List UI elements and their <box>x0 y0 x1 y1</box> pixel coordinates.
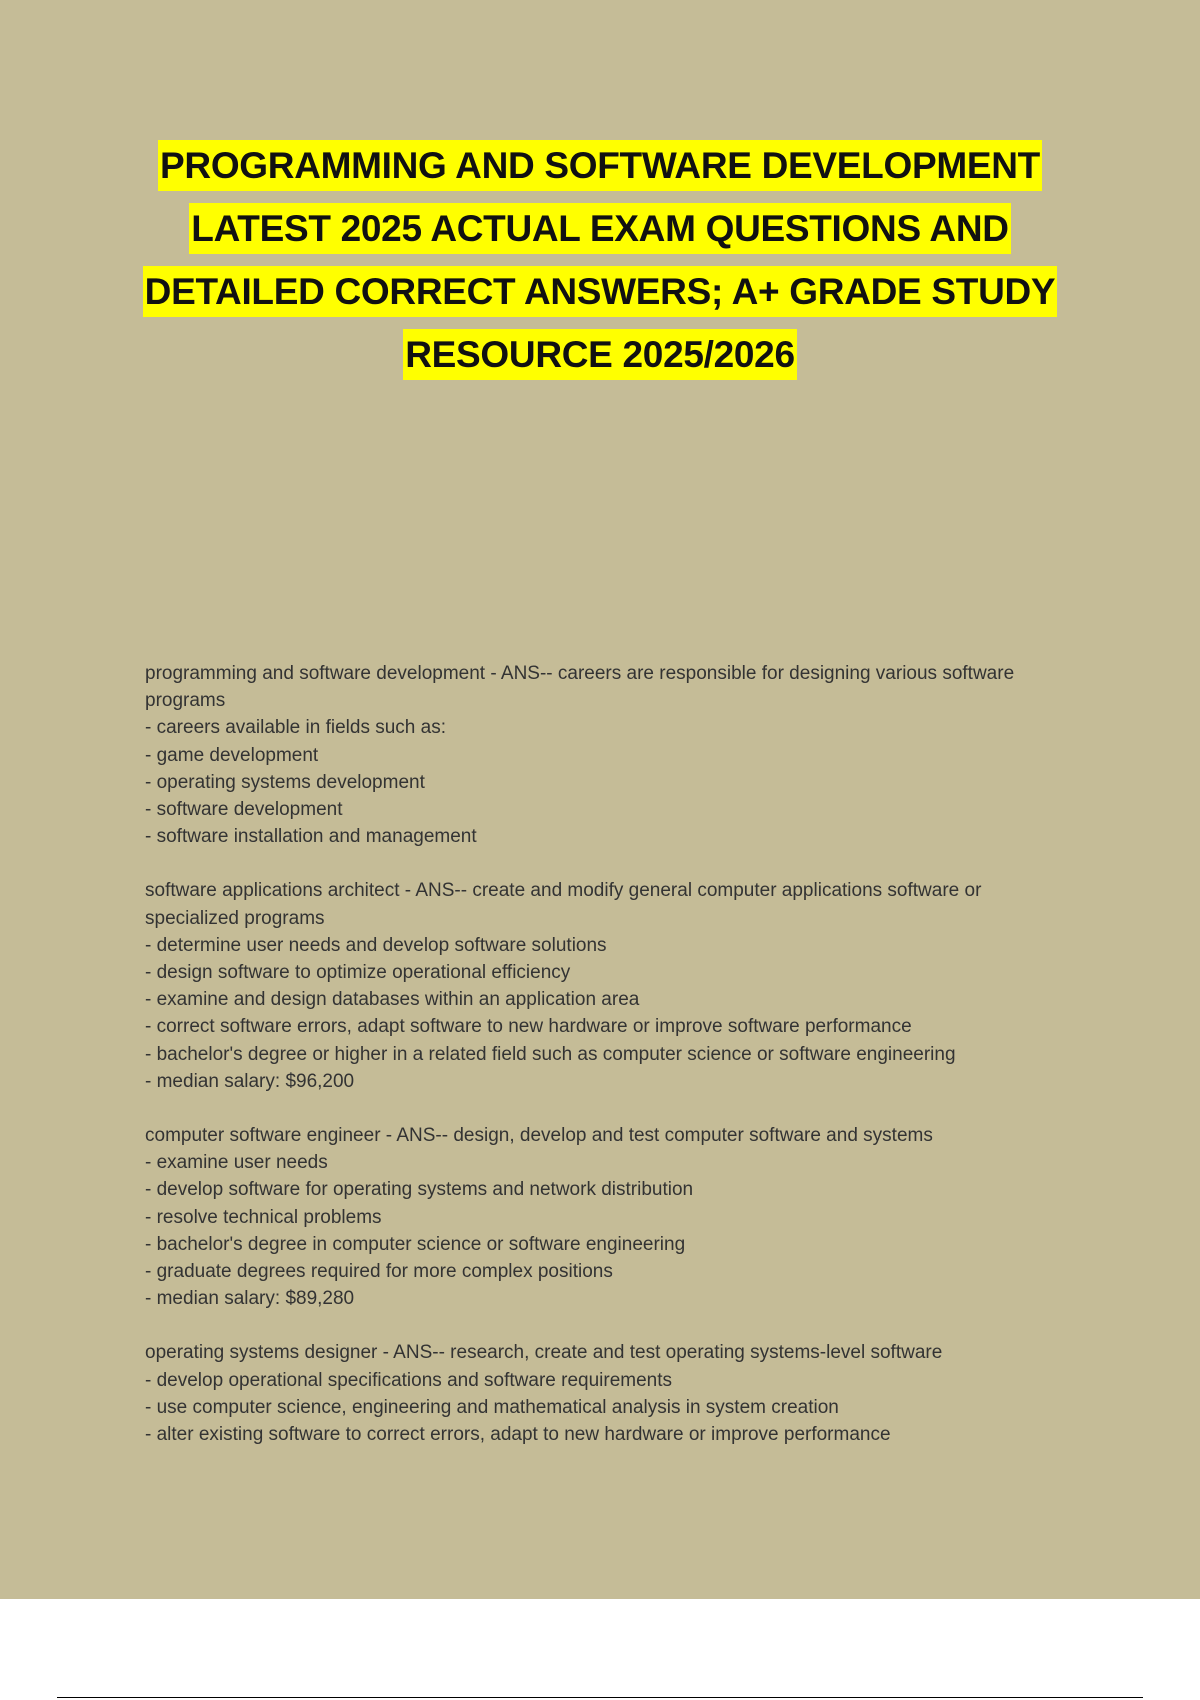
title-line-1: PROGRAMMING AND SOFTWARE DEVELOPMENT <box>158 140 1042 191</box>
entry-term-line: computer software engineer - ANS-- design, develop and test computer software and systems <box>145 1125 933 1147</box>
entry-bullet: - bachelor's degree in computer science or software engineering <box>145 1233 686 1255</box>
entry-bullet: - develop operational specifications and software requirements <box>145 1369 673 1391</box>
entry-bullet: - median salary: $89,280 <box>145 1288 355 1310</box>
entry-bullet: - graduate degrees required for more complex positions <box>145 1261 613 1283</box>
entry-bullet: - correct software errors, adapt software to new hardware or improve software performance <box>145 1016 912 1038</box>
entry-bullet: - operating systems development <box>145 771 425 793</box>
document-body <box>145 660 1095 1475</box>
qa-entry-computer-software-engineer <box>145 1122 1095 1312</box>
entry-bullet: - alter existing software to correct errors, adapt to new hardware or improve performance <box>145 1424 891 1446</box>
entry-bullet: - design software to optimize operational efficiency <box>145 962 571 984</box>
entry-bullet: - game development <box>145 744 319 766</box>
entry-bullet: - software development <box>145 799 343 821</box>
entry-bullet: - examine and design databases within an application area <box>145 989 640 1011</box>
entry-bullet: - resolve technical problems <box>145 1206 382 1228</box>
title-line-2: LATEST 2025 ACTUAL EXAM QUESTIONS AND <box>189 203 1010 254</box>
document-title <box>0 140 1200 392</box>
entry-bullet: - software installation and management <box>145 826 477 848</box>
footer-divider <box>57 1697 1143 1698</box>
entry-bullet: - determine user needs and develop software solutions <box>145 934 607 956</box>
entry-term-line-continued: programs <box>145 690 226 712</box>
entry-term-line: software applications architect - ANS-- create and modify general computer applications software or <box>145 880 982 902</box>
qa-entry-programming-and-software-development <box>145 660 1095 850</box>
entry-term-line-continued: specialized programs <box>145 907 325 929</box>
title-line-3: DETAILED CORRECT ANSWERS; A+ GRADE STUDY <box>143 266 1058 317</box>
qa-entry-operating-systems-designer <box>145 1339 1095 1448</box>
entry-bullet: - use computer science, engineering and mathematical analysis in system creation <box>145 1396 839 1418</box>
entry-bullet: - median salary: $96,200 <box>145 1070 355 1092</box>
entry-bullet: - examine user needs <box>145 1152 328 1174</box>
entry-term-line: operating systems designer - ANS-- research, create and test operating systems-level software <box>145 1342 943 1364</box>
title-line-4: RESOURCE 2025/2026 <box>403 329 796 380</box>
entry-bullet: - develop software for operating systems and network distribution <box>145 1179 694 1201</box>
entry-term-line: programming and software development - ANS-- careers are responsible for designing various software <box>145 663 1015 684</box>
qa-entry-software-applications-architect <box>145 877 1095 1095</box>
entry-bullet: - careers available in fields such as: <box>145 717 446 739</box>
entry-bullet: - bachelor's degree or higher in a related field such as computer science or software engineering <box>145 1043 956 1065</box>
